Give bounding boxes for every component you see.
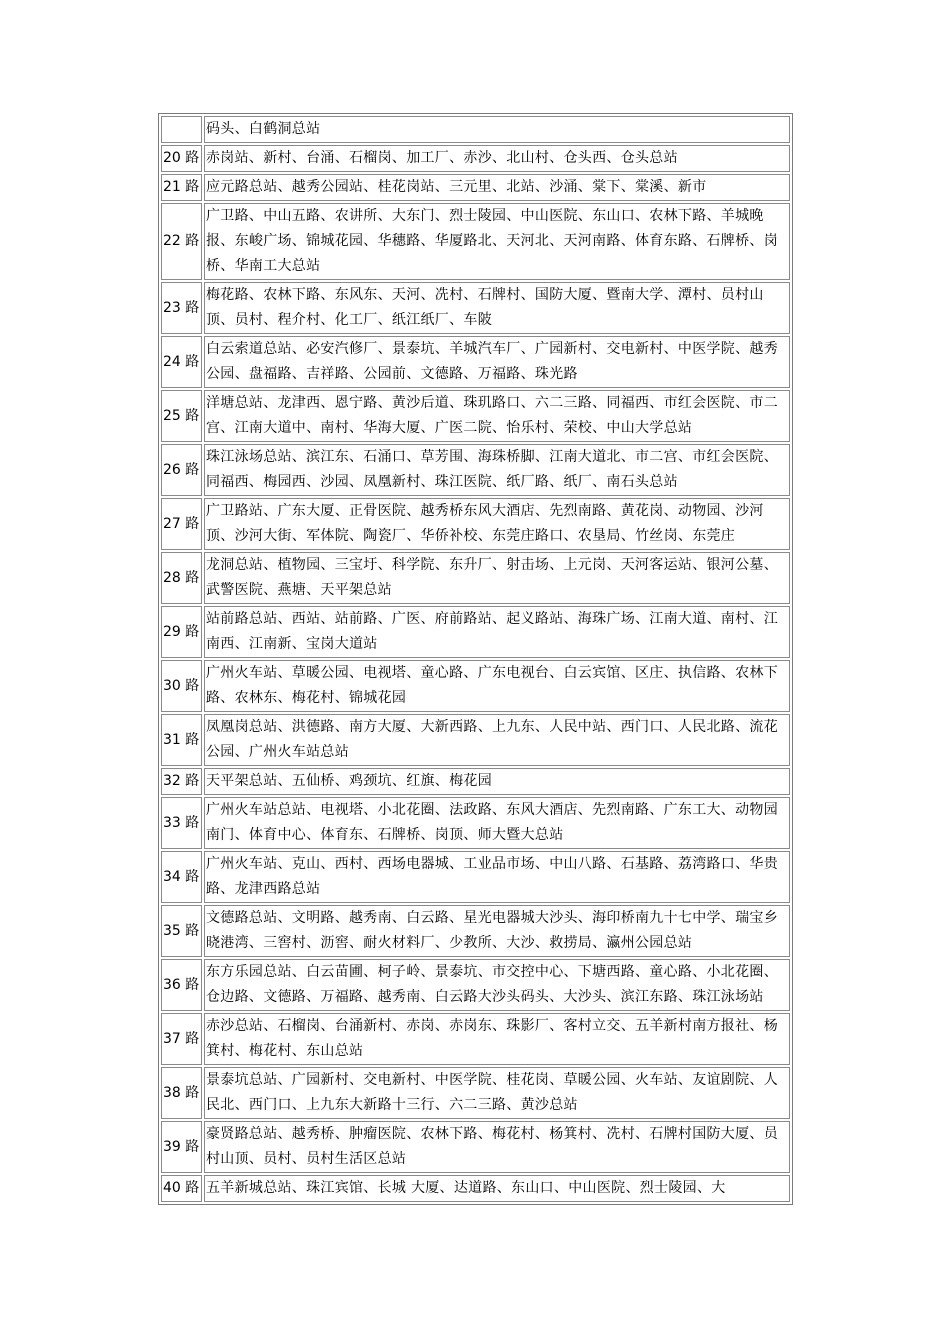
route-table-body — [161, 116, 790, 1202]
route-stops: 码头、白鹤洞总站 — [204, 116, 790, 143]
route-stops: 站前路总站、西站、站前路、广医、府前路站、起义路站、海珠广场、江南大道、南村、江南西、江南新、宝岗大道站 — [204, 606, 790, 658]
route-row — [161, 498, 790, 550]
route-number: 25 路 — [161, 390, 202, 442]
route-row — [161, 282, 790, 334]
route-number: 26 路 — [161, 444, 202, 496]
route-number: 39 路 — [161, 1121, 202, 1173]
route-row — [161, 116, 790, 143]
route-stops: 东方乐园总站、白云苗圃、柯子岭、景泰坑、市交控中心、下塘西路、童心路、小北花圈、仓边路、文德路、万福路、越秀南、白云路大沙头码头、大沙头、滨江东路、珠江泳场站 — [204, 959, 790, 1011]
route-stops: 五羊新城总站、珠江宾馆、长城 大厦、达道路、东山口、中山医院、烈士陵园、大 — [204, 1175, 790, 1202]
route-row — [161, 1121, 790, 1173]
route-row — [161, 959, 790, 1011]
route-number: 27 路 — [161, 498, 202, 550]
route-row — [161, 336, 790, 388]
route-stops: 洋塘总站、龙津西、恩宁路、黄沙后道、珠玑路口、六二三路、同福西、市红会医院、市二宫、江南大道中、南村、华海大厦、广医二院、怡乐村、荣校、中山大学总站 — [204, 390, 790, 442]
route-number: 34 路 — [161, 851, 202, 903]
route-number: 38 路 — [161, 1067, 202, 1119]
route-number: 28 路 — [161, 552, 202, 604]
route-number — [161, 116, 202, 143]
route-row — [161, 797, 790, 849]
route-row — [161, 444, 790, 496]
route-stops: 凤凰岗总站、洪德路、南方大厦、大新西路、上九东、人民中站、西门口、人民北路、流花公园、广州火车站总站 — [204, 714, 790, 766]
route-number: 20 路 — [161, 145, 202, 172]
route-row — [161, 905, 790, 957]
route-row — [161, 1175, 790, 1202]
route-stops: 广卫路站、广东大厦、正骨医院、越秀桥东风大酒店、先烈南路、黄花岗、动物园、沙河顶、沙河大街、军体院、陶瓷厂、华侨补校、东莞庄路口、农垦局、竹丝岗、东莞庄 — [204, 498, 790, 550]
route-number: 35 路 — [161, 905, 202, 957]
route-stops: 景泰坑总站、广园新村、交电新村、中医学院、桂花岗、草暖公园、火车站、友谊剧院、人民北、西门口、上九东大新路十三行、六二三路、黄沙总站 — [204, 1067, 790, 1119]
route-number: 30 路 — [161, 660, 202, 712]
route-number: 31 路 — [161, 714, 202, 766]
route-stops: 豪贤路总站、越秀桥、肿瘤医院、农林下路、梅花村、杨箕村、冼村、石牌村国防大厦、员村山顶、员村、员村生活区总站 — [204, 1121, 790, 1173]
route-stops: 文德路总站、文明路、越秀南、白云路、星光电器城大沙头、海印桥南九十七中学、瑞宝乡晓港湾、三窖村、沥窖、耐火材料厂、少教所、大沙、救捞局、瀛州公园总站 — [204, 905, 790, 957]
route-number: 29 路 — [161, 606, 202, 658]
route-row — [161, 1067, 790, 1119]
route-row — [161, 606, 790, 658]
route-stops: 广卫路、中山五路、农讲所、大东门、烈士陵园、中山医院、东山口、农林下路、羊城晚报、东峻广场、锦城花园、华穗路、华厦路北、天河北、天河南路、体育东路、石牌桥、岗桥、华南工大总站 — [204, 203, 790, 280]
route-stops: 天平架总站、五仙桥、鸡颈坑、红旗、梅花园 — [204, 768, 790, 795]
route-row — [161, 714, 790, 766]
route-row — [161, 390, 790, 442]
route-number: 33 路 — [161, 797, 202, 849]
route-row — [161, 660, 790, 712]
route-stops: 白云索道总站、必安汽修厂、景泰坑、羊城汽车厂、广园新村、交电新村、中医学院、越秀公园、盘福路、吉祥路、公园前、文德路、万福路、珠光路 — [204, 336, 790, 388]
route-number: 24 路 — [161, 336, 202, 388]
route-number: 22 路 — [161, 203, 202, 280]
route-number: 21 路 — [161, 174, 202, 201]
route-number: 40 路 — [161, 1175, 202, 1202]
route-row — [161, 768, 790, 795]
route-row — [161, 203, 790, 280]
route-stops: 应元路总站、越秀公园站、桂花岗站、三元里、北站、沙涌、棠下、棠溪、新市 — [204, 174, 790, 201]
route-row — [161, 145, 790, 172]
route-row — [161, 851, 790, 903]
route-stops: 广州火车站、草暖公园、电视塔、童心路、广东电视台、白云宾馆、区庄、执信路、农林下路、农林东、梅花村、锦城花园 — [204, 660, 790, 712]
route-stops: 赤沙总站、石榴岗、台涌新村、赤岗、赤岗东、珠影厂、客村立交、五羊新村南方报社、杨箕村、梅花村、东山总站 — [204, 1013, 790, 1065]
route-row — [161, 552, 790, 604]
route-stops: 龙洞总站、植物园、三宝圩、科学院、东升厂、射击场、上元岗、天河客运站、银河公墓、武警医院、燕塘、天平架总站 — [204, 552, 790, 604]
route-stops: 珠江泳场总站、滨江东、石涌口、草芳围、海珠桥脚、江南大道北、市二宫、市红会医院、同福西、梅园西、沙园、凤凰新村、珠江医院、纸厂路、纸厂、南石头总站 — [204, 444, 790, 496]
bus-route-table — [158, 113, 793, 1205]
route-stops: 梅花路、农林下路、东风东、天河、冼村、石牌村、国防大厦、暨南大学、潭村、员村山顶、员村、程介村、化工厂、纸江纸厂、车陂 — [204, 282, 790, 334]
route-stops: 广州火车站总站、电视塔、小北花圈、法政路、东风大酒店、先烈南路、广东工大、动物园南门、体育中心、体育东、石牌桥、岗顶、师大暨大总站 — [204, 797, 790, 849]
route-row — [161, 174, 790, 201]
route-stops: 广州火车站、克山、西村、西场电器城、工业品市场、中山八路、石基路、荔湾路口、华贵路、龙津西路总站 — [204, 851, 790, 903]
route-row — [161, 1013, 790, 1065]
route-number: 23 路 — [161, 282, 202, 334]
route-stops: 赤岗站、新村、台涌、石榴岗、加工厂、赤沙、北山村、仓头西、仓头总站 — [204, 145, 790, 172]
route-number: 36 路 — [161, 959, 202, 1011]
route-number: 37 路 — [161, 1013, 202, 1065]
route-number: 32 路 — [161, 768, 202, 795]
